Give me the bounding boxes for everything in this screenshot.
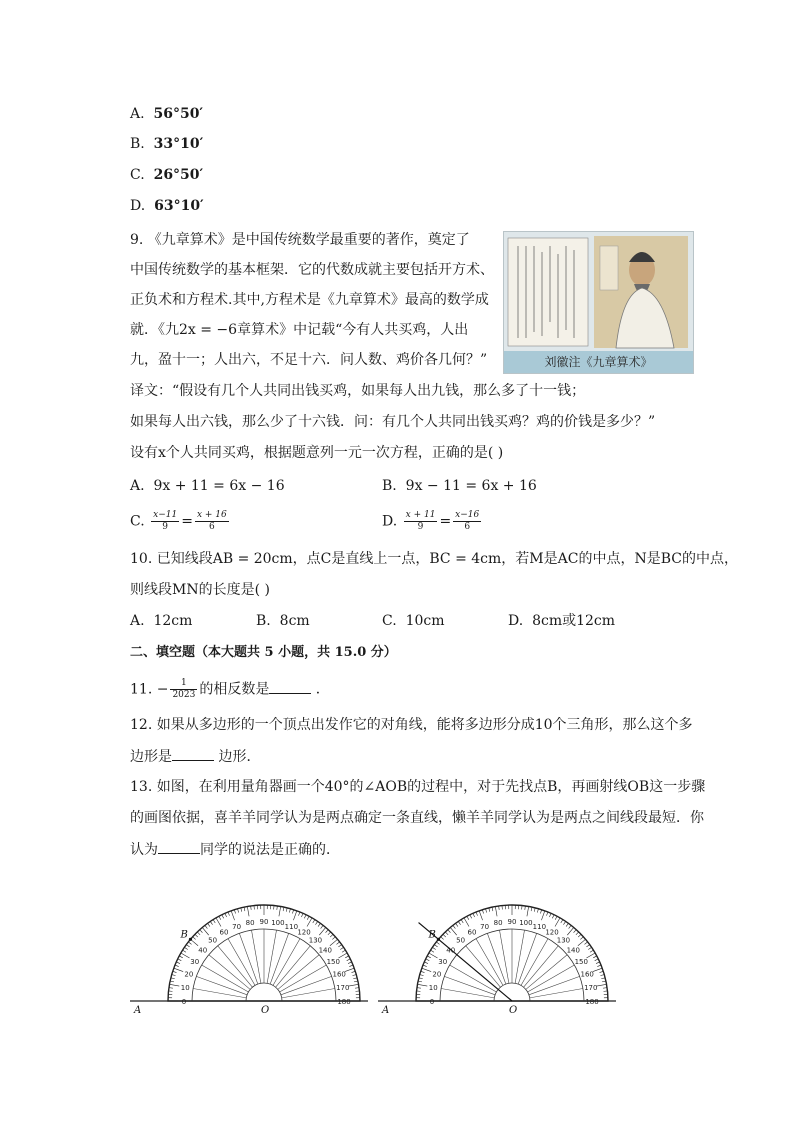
tick-mark <box>178 959 182 961</box>
tick-mark <box>321 925 323 928</box>
tick-mark <box>423 965 427 966</box>
tick-mark <box>569 925 571 928</box>
q9-line-5: 九，盈十一；人出六，不足十六．问人数、鸡价各几何？” <box>130 352 488 368</box>
tick-mark <box>590 950 593 952</box>
tick-mark <box>596 962 600 964</box>
tick-mark <box>563 921 565 924</box>
tick-label: 120 <box>545 928 559 937</box>
q12-line-2: 边形是 边形． <box>130 746 260 767</box>
q8-option-d: D. 63°10′ <box>130 198 204 214</box>
tick-label: 140 <box>566 946 580 955</box>
tick-mark <box>328 932 331 935</box>
tick-mark <box>228 912 229 916</box>
tick-label: 130 <box>308 936 323 945</box>
tick-mark <box>307 916 309 920</box>
q10-option-d: D. 8cm或12cm <box>508 613 616 629</box>
tick-mark <box>179 956 183 958</box>
label-a: A <box>382 1005 390 1015</box>
q13-answer-blank[interactable] <box>158 839 200 854</box>
tick-mark <box>292 910 293 914</box>
label-b: B <box>180 929 188 941</box>
point-b <box>437 938 440 941</box>
tick-mark <box>458 921 460 924</box>
radial-line <box>280 965 327 992</box>
tick-mark <box>348 962 352 964</box>
protractor-figure-right <box>378 895 618 1015</box>
tick-mark <box>170 981 174 982</box>
tick-mark <box>453 925 455 928</box>
tick-mark <box>580 937 583 940</box>
q10-option-a: A. 12cm <box>130 613 193 629</box>
tick-label: 60 <box>467 928 477 937</box>
tick-mark <box>345 956 349 958</box>
tick-mark <box>234 910 235 914</box>
radial-line <box>528 965 575 992</box>
tick-mark <box>330 934 333 937</box>
radial-line <box>273 939 300 986</box>
q9-line-4: 就．《九2x = −6章算术》中记载“今有人共买鸡，人出 <box>130 322 469 338</box>
tick-mark <box>205 925 207 928</box>
radial-line <box>193 988 246 997</box>
q13-line-1: 13. 如图，在利用量角器画一个40°的∠AOB的过程中，对于先找点B，再画射线OB这一步骤 <box>130 779 706 795</box>
radial-line <box>239 933 257 984</box>
q11-answer-blank[interactable] <box>269 679 311 694</box>
tick-mark <box>561 920 563 923</box>
tick-mark <box>578 934 581 937</box>
tick-mark <box>175 965 179 966</box>
q9-line-3: 正负术和方程术.其中,方程术是《九章算术》最高的数学成 <box>130 292 489 308</box>
tick-mark <box>476 912 477 916</box>
radial-line <box>529 976 580 994</box>
q8-option-b: B. 33°10′ <box>130 136 204 152</box>
q13-line-2: 的画图依据，喜羊羊同学认为是两点确定一条直线，懒羊羊同学认为是两点之间线段最短．你 <box>130 810 704 826</box>
tick-mark <box>418 981 422 982</box>
tick-label: 10 <box>428 984 438 993</box>
tick-mark <box>200 930 203 933</box>
radial-line <box>251 930 260 983</box>
tick-mark <box>176 962 180 964</box>
tick-mark <box>492 907 493 911</box>
tick-label: 50 <box>208 936 218 945</box>
label-b: B <box>428 929 436 941</box>
tick-mark <box>431 950 434 952</box>
tick-mark <box>244 907 245 911</box>
tick-label: 160 <box>332 970 346 979</box>
radial-line <box>282 988 335 997</box>
tick-label: 70 <box>232 922 242 931</box>
tick-mark <box>420 975 424 976</box>
radial-line <box>270 933 288 984</box>
tick-mark <box>552 915 554 919</box>
tick-label: 90 <box>259 918 269 926</box>
tick-label: 30 <box>438 958 448 966</box>
tick-label: 140 <box>318 946 332 955</box>
tick-mark <box>527 906 529 916</box>
tick-label: 10 <box>180 984 190 993</box>
tick-mark <box>443 934 446 937</box>
tick-mark <box>424 962 428 964</box>
radial-line <box>487 933 505 984</box>
tick-label: 100 <box>519 919 533 928</box>
tick-label: 80 <box>245 919 255 928</box>
tick-label: 70 <box>480 922 490 931</box>
tick-mark <box>338 945 341 947</box>
q12-answer-blank[interactable] <box>172 746 214 761</box>
q9-option-d: D. $\frac{x + 11}{9}$ = $\frac{x-16}{6}$ <box>382 510 480 532</box>
tick-mark <box>349 984 359 986</box>
tick-mark <box>473 913 475 917</box>
tick-label: 60 <box>219 928 229 937</box>
tick-mark <box>315 921 317 924</box>
tick-mark <box>432 947 435 949</box>
tick-mark <box>597 965 601 966</box>
q12-line-1: 12. 如果从多边形的一个顶点出发作它的对角线，能将多边形分成10个三角形，那么这个多 <box>130 717 693 733</box>
tick-label: 160 <box>580 970 594 979</box>
tick-label: 40 <box>198 946 208 955</box>
tick-mark <box>450 927 456 935</box>
tick-mark <box>222 915 224 919</box>
tick-mark <box>188 942 191 944</box>
tick-label: 100 <box>271 919 285 928</box>
q9-line-2: 中国传统数学的基本框架．它的代数成就主要包括开方术、 <box>130 262 494 278</box>
tick-mark <box>213 920 215 923</box>
tick-mark <box>578 939 586 945</box>
tick-label: 20 <box>432 970 442 979</box>
tick-mark <box>586 945 589 947</box>
radial-line <box>267 930 276 983</box>
tick-mark <box>332 937 335 940</box>
radial-line <box>515 930 524 983</box>
tick-label: 150 <box>326 958 340 966</box>
tick-label: 80 <box>493 919 503 928</box>
tick-mark <box>238 909 239 913</box>
q10-option-b: B. 8cm <box>256 613 310 629</box>
tick-mark <box>193 937 196 940</box>
tick-mark <box>426 959 430 961</box>
tick-mark <box>448 930 451 933</box>
tick-mark <box>467 916 469 920</box>
q8-option-c: C. 26°50′ <box>130 167 204 183</box>
tick-mark <box>422 968 431 971</box>
tick-mark <box>546 912 547 916</box>
tick-label: 110 <box>532 922 547 931</box>
book-and-portrait-illustration <box>504 232 693 351</box>
tick-label: 0 <box>181 998 187 1006</box>
radial-line <box>530 988 583 997</box>
tick-mark <box>342 950 345 952</box>
label-a: A <box>134 1005 142 1015</box>
tick-mark <box>456 923 458 926</box>
tick-label: 120 <box>297 928 311 937</box>
q11: 11. − $\frac{1}{2023}$ 的相反数是 ． <box>130 678 330 700</box>
tick-mark <box>279 906 281 916</box>
tick-mark <box>597 984 607 986</box>
tick-mark <box>345 968 354 971</box>
q10-option-c: C. 10cm <box>382 613 445 629</box>
tick-mark <box>540 910 541 914</box>
tick-mark <box>595 959 599 961</box>
tick-mark <box>351 971 355 972</box>
tick-mark <box>330 939 338 945</box>
q9-option-c: C. $\frac{x-11}{9}$ = $\frac{x + 16}{6}$ <box>130 510 227 532</box>
tick-label: 110 <box>284 922 299 931</box>
tick-mark <box>195 934 198 937</box>
tick-mark <box>336 942 339 944</box>
tick-mark <box>352 975 356 976</box>
tick-label: 170 <box>336 984 350 993</box>
tick-mark <box>247 906 249 916</box>
tick-mark <box>567 927 573 935</box>
tick-mark <box>541 911 544 920</box>
tick-mark <box>436 942 439 944</box>
tick-mark <box>593 956 597 958</box>
tick-mark <box>602 981 606 982</box>
tick-mark <box>574 930 577 933</box>
tick-mark <box>208 923 210 926</box>
label-o: O <box>261 1005 270 1015</box>
radial-line <box>202 965 249 992</box>
tick-mark <box>537 909 538 913</box>
tick-mark <box>417 984 427 986</box>
tick-mark <box>289 909 290 913</box>
tick-mark <box>445 932 448 935</box>
q10-line-1: 10. 已知线段AB = 20cm，点C是直线上一点，BC = 4cm，若M是AC的中点，N是BC的中点， <box>130 551 738 567</box>
tick-mark <box>461 920 463 923</box>
tick-label: 30 <box>190 958 200 966</box>
tick-mark <box>319 927 325 935</box>
tick-mark <box>340 947 343 949</box>
tick-mark <box>225 913 227 917</box>
tick-label: 150 <box>574 958 588 966</box>
tick-mark <box>354 981 358 982</box>
tick-mark <box>169 984 179 986</box>
tick-mark <box>599 971 603 972</box>
tick-mark <box>531 907 532 911</box>
q9-translation-1: 译文：“假设有几个人共同出钱买鸡，如果每人出九钱，那么多了十一钱； <box>130 383 586 399</box>
tick-mark <box>482 910 483 914</box>
tick-mark <box>313 920 315 923</box>
tick-mark <box>347 959 351 961</box>
tick-mark <box>293 911 296 920</box>
radial-line <box>281 976 332 994</box>
radial-line <box>476 939 503 986</box>
tick-mark <box>186 945 189 947</box>
tick-mark <box>298 912 299 916</box>
tick-mark <box>434 945 437 947</box>
tick-label: 180 <box>337 998 351 1006</box>
q9-question: 设有x个人共同买鸡，根据题意列一元一次方程，正确的是( ) <box>130 445 504 461</box>
tick-mark <box>593 968 602 971</box>
tick-mark <box>174 968 183 971</box>
tick-label: 0 <box>429 998 435 1006</box>
tick-mark <box>197 932 200 935</box>
tick-mark <box>495 906 497 916</box>
tick-mark <box>427 956 431 958</box>
radial-line <box>518 933 536 984</box>
tick-mark <box>584 942 587 944</box>
radial-line <box>228 939 255 986</box>
q10-line-2: 则线段MN的长度是( ) <box>130 582 270 598</box>
tick-mark <box>576 932 579 935</box>
tick-mark <box>304 915 306 919</box>
tick-mark <box>600 975 604 976</box>
q8-option-a: A. 56°50′ <box>130 106 204 122</box>
tick-mark <box>183 950 186 952</box>
q9-translation-2: 如果每人出六钱，那么少了十六钱．问：有几个人共同出钱买鸡？鸡的价钱是多少？” <box>130 414 656 430</box>
section-heading: 二、填空题（本大题共 5 小题，共 15.0 分） <box>130 645 397 660</box>
radial-line <box>444 976 495 994</box>
tick-mark <box>349 965 353 966</box>
jiuzhang-suanshu-image <box>503 231 694 374</box>
tick-mark <box>219 916 221 920</box>
q9-option-a: A. 9x + 11 = 6x − 16 <box>130 478 285 494</box>
tick-mark <box>231 911 234 920</box>
tick-label: 180 <box>585 998 599 1006</box>
tick-mark <box>172 975 176 976</box>
tick-mark <box>588 947 591 949</box>
tick-mark <box>566 923 568 926</box>
tick-mark <box>202 927 208 935</box>
tick-mark <box>441 937 444 940</box>
tick-mark <box>470 915 472 919</box>
tick-label: 170 <box>584 984 598 993</box>
point-b <box>189 938 192 941</box>
radial-line <box>521 939 548 986</box>
tick-label: 90 <box>507 918 517 926</box>
tick-label: 40 <box>446 946 456 955</box>
tick-label: 130 <box>556 936 571 945</box>
tick-mark <box>318 923 320 926</box>
radial-line <box>441 988 494 997</box>
radial-line <box>499 930 508 983</box>
tick-mark <box>283 907 284 911</box>
tick-mark <box>210 921 212 924</box>
tick-mark <box>555 916 557 920</box>
protractor-figure-left <box>130 895 370 1015</box>
tick-mark <box>421 971 425 972</box>
tick-label: 20 <box>184 970 194 979</box>
radial-line <box>196 976 247 994</box>
label-o: O <box>509 1005 518 1015</box>
tick-mark <box>326 930 329 933</box>
q9-option-b: B. 9x − 11 = 6x + 16 <box>382 478 537 494</box>
tick-mark <box>301 913 303 917</box>
tick-mark <box>549 913 551 917</box>
figure-caption: 刘徽注《九章算术》 <box>504 351 693 373</box>
tick-mark <box>479 911 482 920</box>
q13-line-3: 认为 同学的说法是正确的． <box>130 839 340 860</box>
tick-mark <box>184 947 187 949</box>
tick-mark <box>173 971 177 972</box>
q9-line-1: 9. 《九章算术》是中国传统数学最重要的著作，奠定了 <box>130 232 470 248</box>
tick-mark <box>486 909 487 913</box>
tick-label: 50 <box>456 936 466 945</box>
